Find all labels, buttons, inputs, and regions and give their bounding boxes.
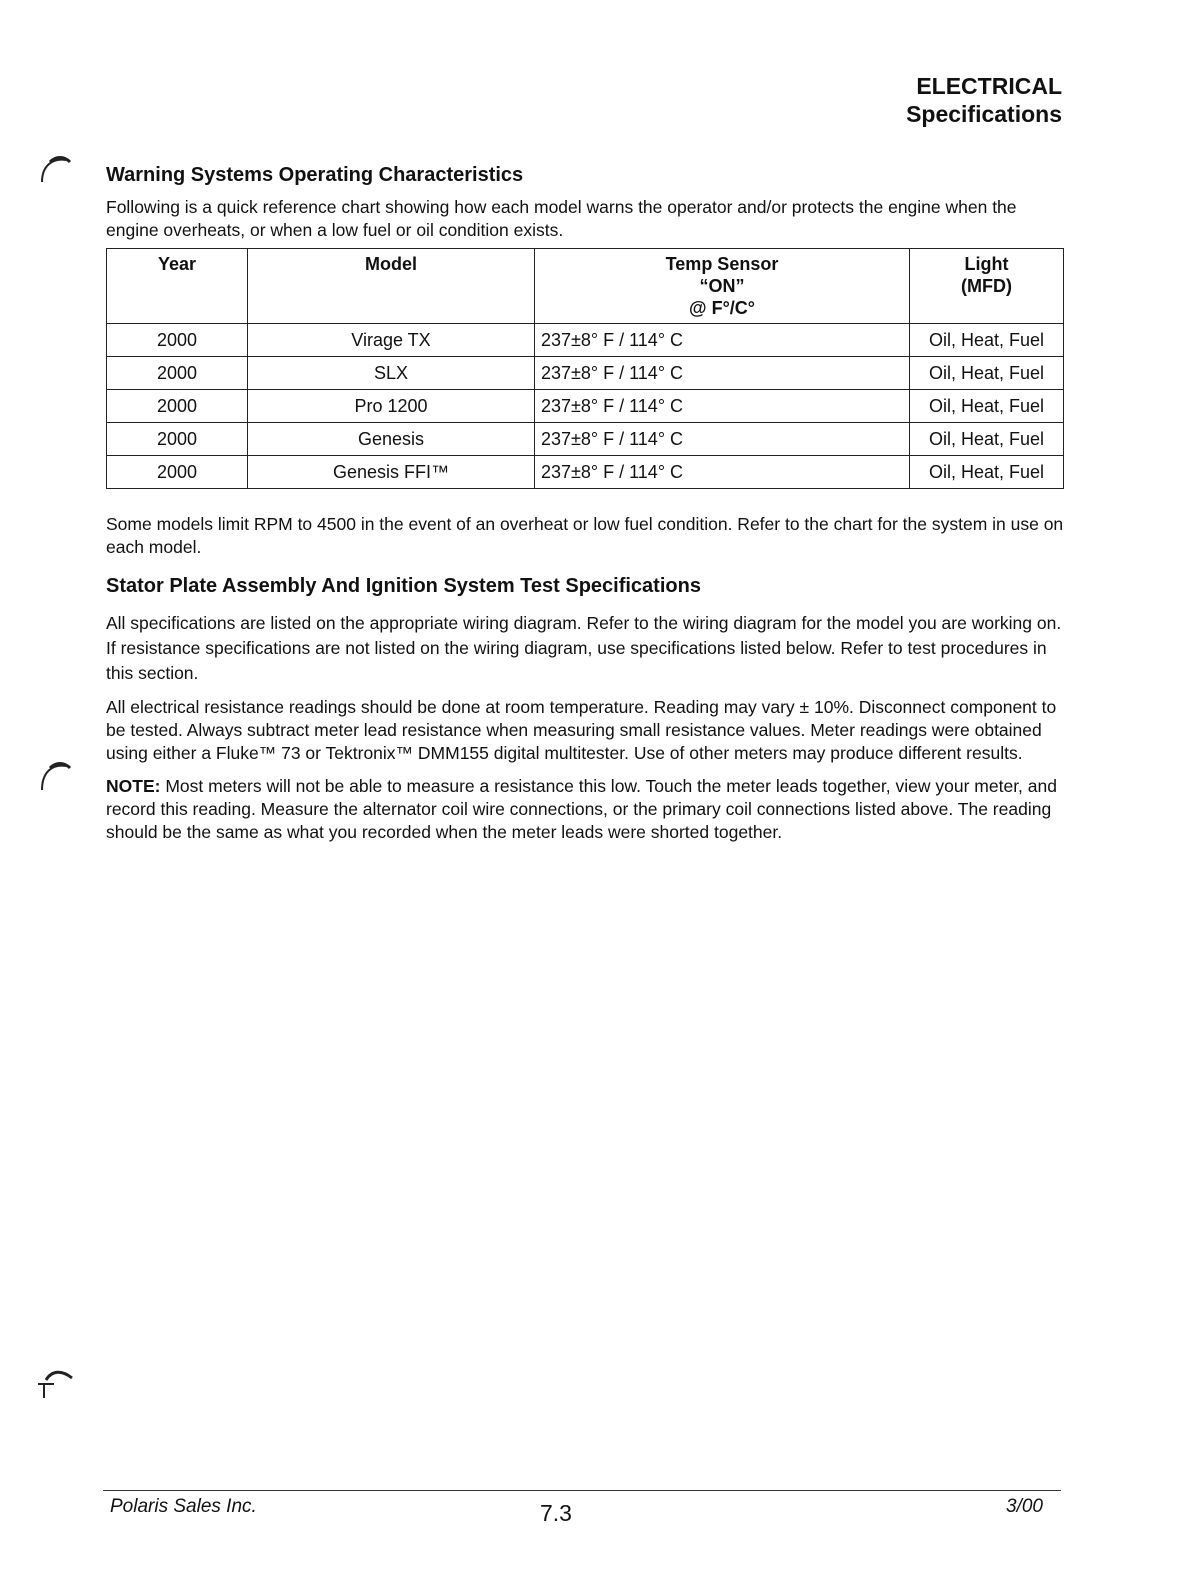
table-row bbox=[107, 324, 1064, 357]
table-row bbox=[107, 357, 1064, 390]
note-label: NOTE: bbox=[106, 776, 161, 796]
header-temp-sensor bbox=[535, 249, 910, 324]
page-header bbox=[906, 72, 1062, 128]
header-temp-line1: Temp Sensor bbox=[665, 254, 779, 274]
cell-light: Oil, Heat, Fuel bbox=[910, 324, 1064, 357]
footer-company: Polaris Sales Inc. bbox=[110, 1496, 257, 1517]
table-header-row bbox=[107, 249, 1064, 324]
cell-temp: 237±8° F / 114° C bbox=[535, 423, 910, 456]
stator-plate-heading: Stator Plate Assembly And Ignition System Test Specifications bbox=[106, 575, 701, 597]
cell-year: 2000 bbox=[107, 324, 248, 357]
header-light-line2: (MFD) bbox=[961, 276, 1012, 296]
table-row bbox=[107, 456, 1064, 489]
section-subtitle: Specifications bbox=[906, 101, 1062, 127]
header-light bbox=[910, 249, 1064, 324]
page-content bbox=[106, 162, 1064, 854]
cell-model: Pro 1200 bbox=[248, 390, 535, 423]
stator-paragraph-2: All electrical resistance readings should be done at room temperature. Reading may vary ± 10%. Disconnect component to be tested. Always subtract meter lead resistance when measuring small resistance values. Meter readings were obtained using either a Fluke™ 73 or Tektronix™ DMM155 digital multitester. Use of other meters may produce different results. bbox=[106, 697, 1057, 763]
cell-year: 2000 bbox=[107, 456, 248, 489]
table-row bbox=[107, 390, 1064, 423]
cell-light: Oil, Heat, Fuel bbox=[910, 357, 1064, 390]
note-paragraph bbox=[106, 775, 1064, 844]
warning-systems-heading: Warning Systems Operating Characteristics bbox=[106, 164, 524, 186]
cell-temp: 237±8° F / 114° C bbox=[535, 357, 910, 390]
cell-light: Oil, Heat, Fuel bbox=[910, 390, 1064, 423]
cell-model: Genesis bbox=[248, 423, 535, 456]
cell-year: 2000 bbox=[107, 423, 248, 456]
section-title: ELECTRICAL bbox=[916, 73, 1062, 99]
rpm-limit-paragraph: Some models limit RPM to 4500 in the event of an overheat or low fuel condition. Refer to the chart for the system in use on each model. bbox=[106, 514, 1064, 557]
footer-divider bbox=[103, 1490, 1061, 1491]
table-row bbox=[107, 423, 1064, 456]
header-light-line1: Light bbox=[964, 254, 1009, 274]
header-year: Year bbox=[107, 249, 248, 324]
warning-systems-table bbox=[106, 248, 1064, 489]
cell-model: Virage TX bbox=[248, 324, 535, 357]
binder-hole-mark-bottom bbox=[34, 1362, 74, 1402]
header-temp-line2: “ON” bbox=[699, 276, 745, 296]
binder-hole-mark-middle bbox=[36, 756, 76, 796]
header-temp-line3: @ F°/C° bbox=[689, 298, 755, 318]
cell-year: 2000 bbox=[107, 357, 248, 390]
cell-temp: 237±8° F / 114° C bbox=[535, 390, 910, 423]
cell-temp: 237±8° F / 114° C bbox=[535, 324, 910, 357]
cell-light: Oil, Heat, Fuel bbox=[910, 423, 1064, 456]
cell-year: 2000 bbox=[107, 390, 248, 423]
cell-temp: 237±8° F / 114° C bbox=[535, 456, 910, 489]
footer-page-number: 7.3 bbox=[540, 1500, 572, 1526]
stator-paragraph-1: All specifications are listed on the appropriate wiring diagram. Refer to the wiring diagram for the model you are working on. If resistance specifications are not listed on the wiring diagram, use specifications listed below. Refer to test procedures in this section. bbox=[106, 613, 1062, 683]
warning-intro-paragraph: Following is a quick reference chart showing how each model warns the operator and/or protects the engine when the engine overheats, or when a low fuel or oil condition exists. bbox=[106, 197, 1017, 240]
header-model: Model bbox=[248, 249, 535, 324]
footer-date: 3/00 bbox=[1006, 1496, 1043, 1517]
cell-light: Oil, Heat, Fuel bbox=[910, 456, 1064, 489]
note-text: Most meters will not be able to measure a resistance this low. Touch the meter leads together, view your meter, and record this reading. Measure the alternator coil wire connections, or the primary coil connections listed above. The reading should be the same as what you recorded when the meter leads were shorted together. bbox=[106, 776, 1057, 842]
binder-hole-mark-top bbox=[36, 152, 76, 192]
cell-model: SLX bbox=[248, 357, 535, 390]
cell-model: Genesis FFI™ bbox=[248, 456, 535, 489]
